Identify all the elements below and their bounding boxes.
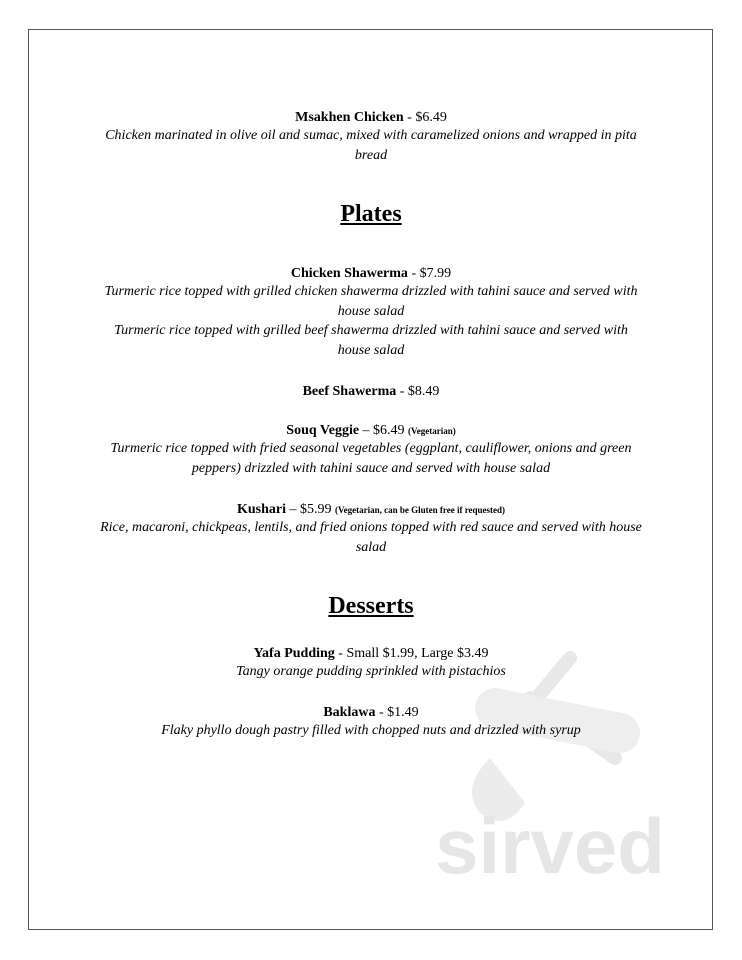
item-price: - $1.49 — [375, 705, 419, 720]
item-description: Turmeric rice topped with grilled chicken shawerma drizzled with tahini sauce and served with — [104, 284, 638, 299]
item-price: - Small $1.99, Large $3.49 — [334, 646, 489, 661]
item-name: Baklawa — [323, 705, 376, 720]
item-description: salad — [355, 539, 387, 555]
item-description: Turmeric rice topped with fried seasonal vegetables (eggplant, cauliflower, onions and green — [110, 441, 632, 456]
item-note: (Vegetarian) — [408, 426, 456, 436]
item-description: peppers) drizzled with tahini sauce and served with house salad — [191, 460, 551, 476]
menu-item-kushari — [60, 500, 682, 557]
item-note: (Vegetarian, can be Gluten free if requested) — [334, 505, 506, 515]
item-name: Souq Veggie — [286, 423, 360, 438]
item-description: Chicken marinated in olive oil and sumac, mixed with caramelized onions and wrapped in pita — [105, 128, 637, 143]
item-description: Turmeric rice topped with grilled beef shawerma drizzled with tahini sauce and served with — [114, 323, 628, 338]
item-description: Flaky phyllo dough pastry filled with chopped nuts and drizzled with syrup — [161, 723, 581, 738]
item-price: - $8.49 — [396, 384, 440, 399]
item-description: Tangy orange pudding sprinkled with pistachios — [236, 664, 506, 679]
item-price: – $5.99 — [285, 502, 335, 517]
item-name: Msakhen Chicken — [295, 110, 404, 125]
menu-item-yafa-pudding — [60, 644, 682, 682]
item-price: - $6.49 — [403, 110, 447, 125]
section-title-desserts: Desserts — [328, 593, 414, 619]
section-title-plates: Plates — [340, 201, 402, 227]
item-name: Beef Shawerma — [302, 384, 397, 399]
item-description: bread — [354, 147, 388, 163]
item-description: Rice, macaroni, chickpeas, lentils, and fried onions topped with red sauce and served with house — [100, 520, 642, 535]
item-name: Chicken Shawerma — [290, 266, 408, 281]
menu-item-chicken-shawerma — [60, 264, 682, 360]
menu-item-msakhen-chicken — [60, 108, 682, 165]
item-description: house salad — [337, 303, 405, 319]
item-price: - $7.99 — [407, 266, 452, 281]
menu-item-beef-shawerma — [60, 382, 682, 400]
item-description: house salad — [337, 342, 405, 358]
item-name: Yafa Pudding — [253, 646, 335, 661]
watermark-text: sirved — [435, 802, 665, 890]
item-price: – $6.49 — [359, 423, 409, 438]
item-name: Kushari — [236, 502, 286, 517]
menu-item-baklawa — [60, 703, 682, 741]
menu-item-souq-veggie — [60, 421, 682, 478]
